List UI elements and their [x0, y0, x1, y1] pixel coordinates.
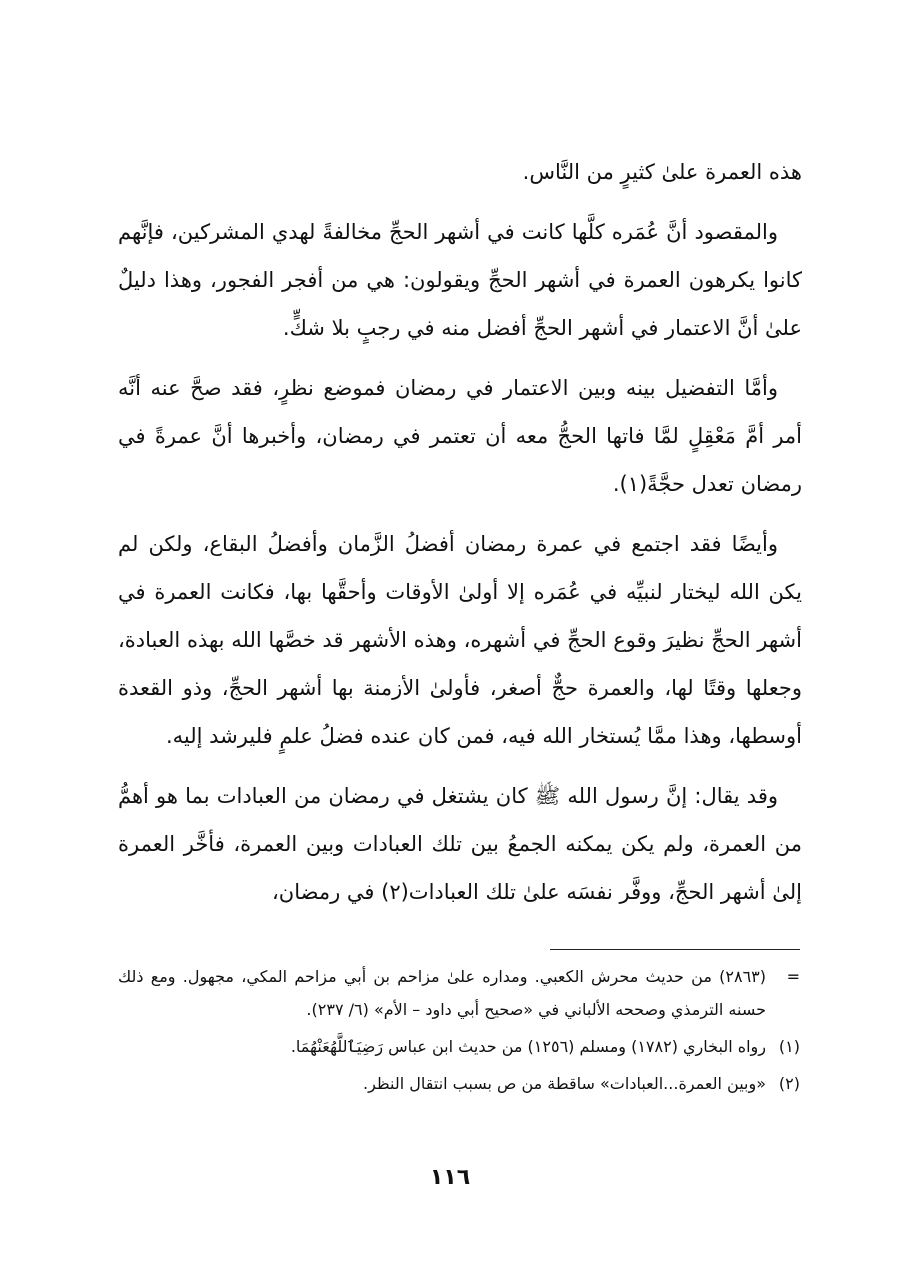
paragraph-1: هذه العمرة علىٰ كثيرٍ من النَّاس. — [522, 160, 802, 184]
paragraph-4: وأيضًا فقد اجتمع في عمرة رمضان أفضلُ الزَّمان وأفضلُ البقاع، ولكن لم يكن الله ليختار لنبيِّه في عُمَره إلا أولىٰ الأوقات وأحقَّها بها، فكانت العمرة في أشهر الحجِّ نظيرَ وقوع الحجِّ في أشهره، وهذه الأشهر قد خصَّها الله بهذه العبادة، وجعلها وقتًا لها، والعمرة حجٌّ أصغر، فأولىٰ الأزمنة بها أشهر الحجِّ، وذو القعدة أوسطها، وهذا ممَّا يُستخار الله فيه، فمن كان عنده فضلُ علمٍ فليرشد إليه. — [118, 532, 802, 748]
footnotes — [118, 960, 800, 1104]
footnote-text: (٢٨٦٣) من حديث محرش الكعبي. ومداره علىٰ مزاحم بن أبي مزاحم المكي، مجهول. ومع ذلك حسنه الترمذي وصححه الألباني في «صحيح أبي داود – الأم» (٦/ ٢٣٧). — [118, 967, 766, 1019]
footnote-mark: = — [786, 967, 800, 986]
footnote-2 — [118, 1067, 800, 1100]
main-text — [118, 148, 802, 928]
footnote-separator — [550, 949, 800, 950]
paragraph-2: والمقصود أنَّ عُمَره كلَّها كانت في أشهر الحجِّ مخالفةً لهدي المشركين، فإنَّهم كانوا يكرهون العمرة في أشهر الحجِّ ويقولون: هي من أفجر الفجور، وهذا دليلٌ علىٰ أنَّ الاعتمار في أشهر الحجِّ أفضل منه في رجبٍ بلا شكٍّ. — [118, 220, 802, 340]
footnote-text: رواه البخاري (١٧٨٢) ومسلم (١٢٥٦) من حديث ابن عباس رَضِيَٱللَّهُعَنْهُمَا. — [290, 1037, 766, 1056]
footnote-mark: (٢) — [778, 1074, 800, 1093]
paragraph-5: وقد يقال: إنَّ رسول الله ﷺ كان يشتغل في رمضان من العبادات بما هو أهمُّ من العمرة، ولم يكن يمكنه الجمعُ بين تلك العبادات وبين العمرة، فأخَّر العمرة إلىٰ أشهر الحجِّ، ووفَّر نفسَه علىٰ تلك العبادات(٢) في رمضان، — [118, 784, 802, 904]
footnote-text: «وبين العمرة...العبادات» ساقطة من ص بسبب انتقال النظر. — [363, 1074, 766, 1093]
paragraph-3: وأمَّا التفضيل بينه وبين الاعتمار في رمضان فموضع نظرٍ، فقد صحَّ عنه أنَّه أمر أمَّ مَعْقِلٍ لمَّا فاتها الحجُّ معه أن تعتمر في رمضان، وأخبرها أنَّ عمرةً في رمضان تعدل حجَّةً(١). — [118, 376, 802, 496]
footnote-continued — [118, 960, 800, 1026]
page-number: ١١٦ — [429, 1165, 471, 1190]
footnote-mark: (١) — [778, 1037, 800, 1056]
footnote-1 — [118, 1030, 800, 1063]
